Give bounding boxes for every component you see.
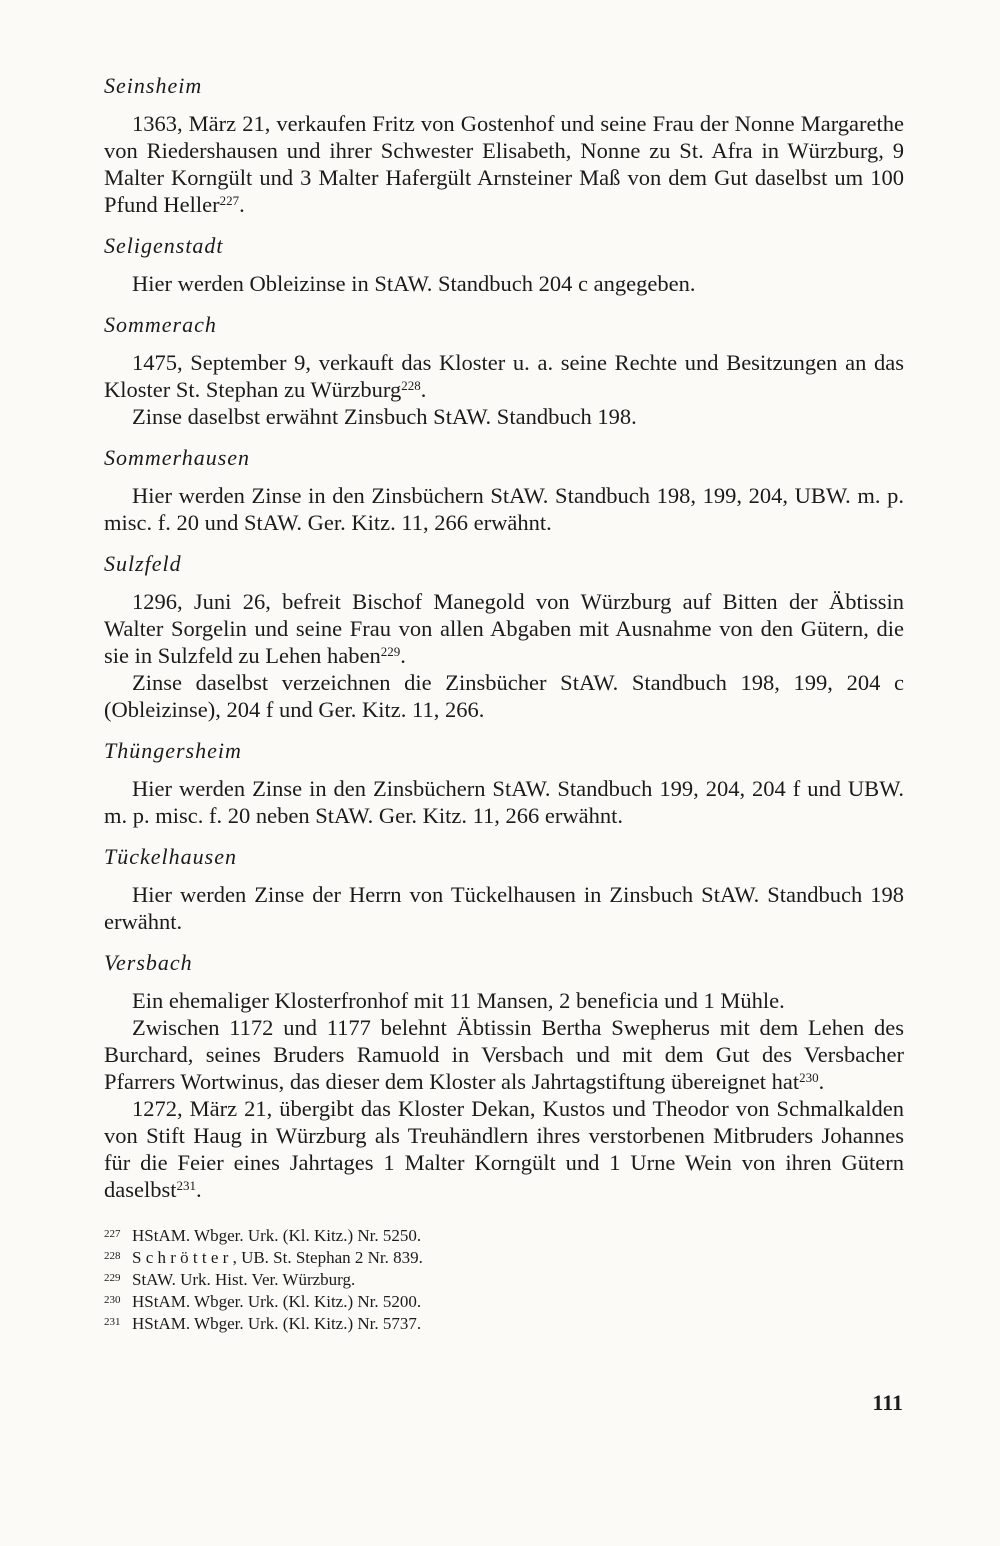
- footnote-number: 228: [104, 1250, 121, 1262]
- paragraph-end-punctuation: .: [818, 1069, 825, 1094]
- paragraph: [104, 987, 904, 1014]
- section-heading: Versbach: [104, 950, 193, 975]
- section: [104, 311, 904, 430]
- paragraph-end-punctuation: .: [400, 643, 406, 668]
- footnote-reference: 230: [799, 1070, 819, 1085]
- paragraph: [104, 110, 904, 218]
- section: [104, 550, 904, 723]
- footnote: [104, 1313, 904, 1335]
- footnote-number: 229: [104, 1272, 121, 1284]
- section-heading: Seligenstadt: [104, 233, 224, 258]
- page-number: 111: [872, 1390, 903, 1415]
- paragraph: [104, 349, 904, 403]
- footnote-number: 227: [104, 1228, 121, 1240]
- paragraph: [104, 775, 904, 829]
- footnotes: [104, 1225, 904, 1335]
- footnote-text: HStAM. Wbger. Urk. (Kl. Kitz.) Nr. 5200.: [132, 1292, 422, 1311]
- paragraph-text: Ein ehemaliger Klosterfronhof mit 11 Mansen, 2 beneficia und 1 Mühle.: [132, 988, 785, 1013]
- paragraph-text: Zwischen 1172 und 1177 belehnt Äbtissin Bertha Swepherus mit dem Lehen des Burchard, seines Bruders Ramuold in Versbach und mit dem Gut des Versbacher Pfarrers Wortwinus, das dieser dem Kloster als Jahrtagstiftung übereignet hat: [104, 1015, 904, 1094]
- paragraph: [104, 482, 904, 536]
- footnote-reference: 229: [380, 644, 401, 659]
- footnote-text: HStAM. Wbger. Urk. (Kl. Kitz.) Nr. 5250.: [132, 1226, 422, 1245]
- paragraph-end-punctuation: .: [239, 192, 245, 217]
- footnote-text: StAW. Urk. Hist. Ver. Würzburg.: [132, 1270, 356, 1289]
- section-heading: Thüngersheim: [104, 738, 242, 763]
- section-heading: Seinsheim: [104, 73, 203, 98]
- paragraph: [104, 669, 904, 723]
- paragraph-text: Hier werden Obleizinse in StAW. Standbuch 204 c angegeben.: [132, 271, 696, 296]
- section: [104, 949, 904, 1203]
- footnote: [104, 1247, 904, 1269]
- paragraph: [104, 1095, 904, 1203]
- footnote-reference: 227: [219, 193, 240, 208]
- paragraph-text: Hier werden Zinse in den Zinsbüchern StAW. Standbuch 199, 204, 204 f und UBW. m. p. misc. f. 20 neben StAW. Ger. Kitz. 11, 266 erwähnt.: [104, 776, 904, 828]
- paragraph: [104, 403, 904, 430]
- footnote: [104, 1225, 904, 1247]
- footnote-reference: 228: [401, 378, 421, 393]
- section-heading: Sommerach: [104, 312, 217, 337]
- section: [104, 737, 904, 829]
- paragraph-text: 1272, März 21, übergibt das Kloster Dekan, Kustos und Theodor von Schmalkalden von Stift Haug in Würzburg als Treuhändlern ihres verstorbenen Mitbruders Johannes für die Feier eines Jahrtages 1 Malter Korngült und 1 Urne Wein von ihren Gütern daselbst: [104, 1096, 904, 1202]
- section-heading: Sulzfeld: [104, 551, 182, 576]
- paragraph-text: 1475, September 9, verkauft das Kloster u. a. seine Rechte und Besitzungen an das Kloster St. Stephan zu Würzburg: [104, 350, 904, 402]
- section-heading: Sommerhausen: [104, 445, 251, 470]
- footnote-number: 230: [104, 1294, 121, 1306]
- paragraph: [104, 881, 904, 935]
- footnote: [104, 1269, 904, 1291]
- section: [104, 232, 904, 297]
- section: [104, 444, 904, 536]
- section-heading: Tückelhausen: [104, 844, 237, 869]
- paragraph-end-punctuation: .: [196, 1177, 202, 1202]
- footnote-text: HStAM. Wbger. Urk. (Kl. Kitz.) Nr. 5737.: [132, 1314, 422, 1333]
- paragraph-text: Hier werden Zinse der Herrn von Tückelhausen in Zinsbuch StAW. Standbuch 198 erwähnt.: [104, 882, 904, 934]
- paragraph: [104, 588, 904, 669]
- paragraph-text: Zinse daselbst verzeichnen die Zinsbücher StAW. Standbuch 198, 199, 204 c (Obleizinse), 204 f und Ger. Kitz. 11, 266.: [104, 670, 904, 722]
- footnote-text: S c h r ö t t e r , UB. St. Stephan 2 Nr. 839.: [132, 1248, 423, 1267]
- section: [104, 72, 904, 218]
- paragraph-text: 1363, März 21, verkaufen Fritz von Gostenhof und seine Frau der Nonne Margarethe von Riedershausen und ihrer Schwester Elisabeth, Nonne zu St. Afra in Würzburg, 9 Malter Korngült und 3 Malter Hafergült Arnsteiner Maß von dem Gut daselbst um 100 Pfund Heller: [104, 111, 904, 217]
- footnote-number: 231: [104, 1316, 121, 1328]
- paragraph-end-punctuation: .: [420, 377, 427, 402]
- section: [104, 843, 904, 935]
- paragraph: [104, 1014, 904, 1095]
- paragraph: [104, 270, 904, 297]
- paragraph-text: Zinse daselbst erwähnt Zinsbuch StAW. Standbuch 198.: [132, 404, 637, 429]
- paragraph-text: Hier werden Zinse in den Zinsbüchern StAW. Standbuch 198, 199, 204, UBW. m. p. misc. f. 20 und StAW. Ger. Kitz. 11, 266 erwähnt.: [104, 483, 904, 535]
- sections: [104, 72, 904, 1203]
- footnote-reference: 231: [176, 1178, 196, 1193]
- page-body: [104, 72, 904, 1335]
- footnote: [104, 1291, 904, 1313]
- paragraph-text: 1296, Juni 26, befreit Bischof Manegold von Würzburg auf Bitten der Äbtissin Walter Sorgelin und seine Frau von allen Abgaben mit Ausnahme von den Gütern, die sie in Sulzfeld zu Lehen haben: [104, 589, 904, 668]
